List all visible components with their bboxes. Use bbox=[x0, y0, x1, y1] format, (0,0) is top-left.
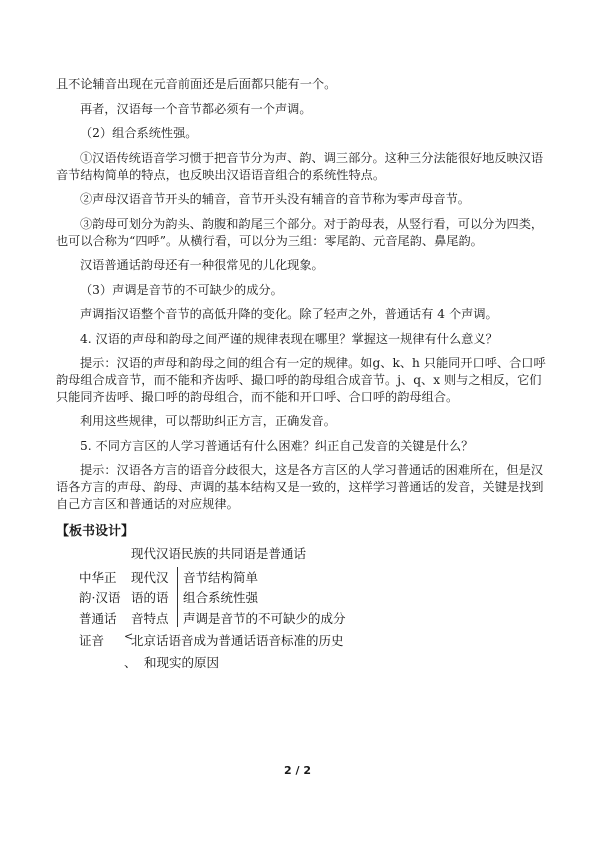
paragraph-line: 音节结构简单的特点，也反映出汉语语音组合的系统性特点。 bbox=[56, 168, 386, 182]
paragraph-line: 只能同齐齿呼、撮口呼的韵母组合，而不能和开口呼、合口呼的韵母组合。 bbox=[56, 390, 459, 404]
paragraph-line: （2）组合系统性强。 bbox=[80, 126, 198, 140]
paragraph-line: ①汉语传统语音学习惯于把音节分为声、韵、调三部分。这种三分法能很好地反映汉语 bbox=[80, 151, 544, 165]
board-left-item: 证音 bbox=[79, 633, 105, 648]
paragraph-line: 5. 不同方言区的人学习普通话有什么困难？纠正自己发音的关键是什么？ bbox=[80, 439, 474, 453]
board-left-item: 普通话 bbox=[79, 611, 117, 626]
paragraph-line: ③韵母可划分为韵头、韵腹和韵尾三个部分。对于韵母表，从竖行看，可以分为四类， bbox=[80, 217, 544, 231]
paragraph-line: 且不论辅音出现在元音前面还是后面都只能有一个。 bbox=[56, 77, 337, 91]
paragraph-line: 提示：汉语各方言的语音分歧很大，这是各方言区的人学习普通话的困难所在，但是汉 bbox=[80, 463, 544, 477]
board-left-item: 中华正 bbox=[79, 570, 117, 585]
section-heading: 【板书设计】 bbox=[56, 524, 135, 539]
paragraph-line: （3）声调是音节的不可缺少的成分。 bbox=[80, 283, 283, 297]
paragraph-line: 声调指汉语整个音节的高低升降的变化。除了轻声之外，普通话有 4 个声调。 bbox=[80, 307, 498, 321]
paragraph-line: 汉语普通话韵母还有一种很常见的儿化现象。 bbox=[80, 258, 324, 272]
board-bottom-line: 和现实的原因 bbox=[144, 655, 220, 670]
board-bottom-line: 北京话语音成为普通话语音标准的历史 bbox=[131, 633, 344, 648]
board-mid-item: 现代汉 bbox=[131, 570, 169, 585]
paragraph-line: 也可以合称为“四呼”。从横行看，可以分为三组：零尾韵、元音尾韵、鼻尾韵。 bbox=[56, 234, 483, 248]
paragraph-line: 韵母组合成音节，而不能和齐齿呼、撮口呼的韵母组合成音节。j、q、x 则与之相反，它们 bbox=[56, 373, 542, 387]
paragraph-line: 4. 汉语的声母和韵母之间严谨的规律表现在哪里？掌握这一规律有什么意义？ bbox=[80, 332, 498, 346]
board-mid-item: 音特点 bbox=[131, 611, 169, 626]
board-arrow: < bbox=[124, 630, 134, 643]
board-left-item: 韵·汉语 bbox=[79, 590, 121, 605]
board-right-item: 声调是音节的不可缺少的成分 bbox=[183, 611, 346, 626]
page-number: 2 / 2 bbox=[284, 764, 311, 777]
paragraph-line: 自己方言区和普通话的对应规律。 bbox=[56, 497, 239, 511]
board-comma: 、 bbox=[124, 655, 137, 670]
paragraph-line: 再者，汉语每一个音节都必须有一个声调。 bbox=[80, 102, 312, 116]
paragraph-line: ②声母汉语音节开头的辅音，音节开头没有辅音的音节称为零声母音节。 bbox=[80, 192, 470, 206]
board-right-item: 音节结构简单 bbox=[183, 570, 259, 585]
paragraph-line: 语各方言的声母、韵母、声调的基本结构又是一致的，这样学习普通话的发音，关键是找到 bbox=[56, 480, 544, 494]
paragraph-line: 提示：汉语的声母和韵母之间的组合有一定的规律。如g、k、h 只能同开口呼、合口呼 bbox=[80, 356, 546, 370]
board-right-item: 组合系统性强 bbox=[183, 590, 259, 605]
paragraph-line: 利用这些规律，可以帮助纠正方言，正确发音。 bbox=[80, 414, 336, 428]
board-mid-item: 语的语 bbox=[131, 590, 169, 605]
board-top-line: 现代汉语民族的共同语是普通话 bbox=[131, 546, 307, 561]
